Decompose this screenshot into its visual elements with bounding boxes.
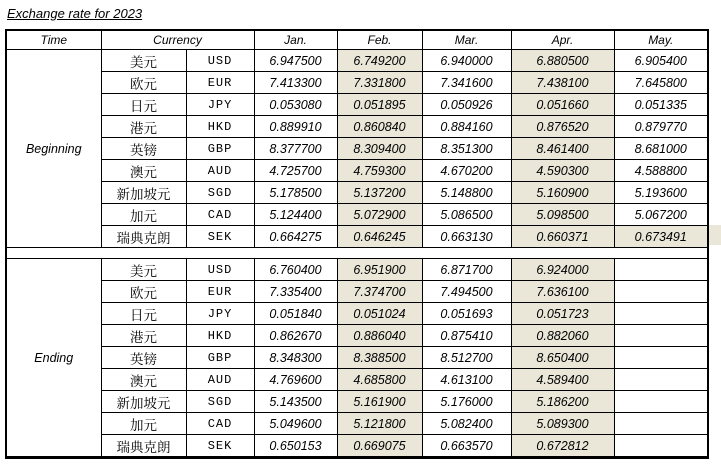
currency-name: 新加坡元 [101, 391, 186, 413]
currency-name: 欧元 [101, 281, 186, 303]
rate-value: 7.335400 [254, 281, 337, 303]
rate-value [614, 303, 708, 325]
header-month-mar: Mar. [422, 30, 511, 50]
currency-name: 港元 [101, 325, 186, 347]
section-label-beginning: Beginning [6, 50, 101, 248]
rate-value [614, 259, 708, 281]
rate-value [614, 369, 708, 391]
table-row [6, 116, 708, 138]
rate-value: 5.143500 [254, 391, 337, 413]
currency-name: 日元 [101, 303, 186, 325]
rate-value: 6.760400 [254, 259, 337, 281]
rate-value: 4.670200 [422, 160, 511, 182]
currency-name: 加元 [101, 413, 186, 435]
rate-value: 5.137200 [337, 182, 422, 204]
currency-code: CAD [186, 413, 254, 435]
rate-value: 4.588800 [614, 160, 708, 182]
rate-value: 0.646245 [337, 226, 422, 248]
rate-value: 0.876520 [511, 116, 614, 138]
rate-value: 8.351300 [422, 138, 511, 160]
table-row [6, 347, 708, 369]
rate-value: 5.121800 [337, 413, 422, 435]
table-row [6, 72, 708, 94]
rate-value [614, 391, 708, 413]
table-row [6, 391, 708, 413]
rate-value: 7.413300 [254, 72, 337, 94]
currency-code: EUR [186, 72, 254, 94]
rate-value: 7.341600 [422, 72, 511, 94]
rate-value: 5.089300 [511, 413, 614, 435]
rate-value: 0.051895 [337, 94, 422, 116]
exchange-rate-table [5, 29, 709, 459]
currency-name: 瑞典克朗 [101, 435, 186, 458]
header-month-feb: Feb. [337, 30, 422, 50]
header-month-may: May. [614, 30, 708, 50]
header-row [6, 30, 708, 50]
rate-value: 7.636100 [511, 281, 614, 303]
currency-code: GBP [186, 347, 254, 369]
rate-value: 6.940000 [422, 50, 511, 72]
rate-value: 7.438100 [511, 72, 614, 94]
rate-value: 4.685800 [337, 369, 422, 391]
currency-code: GBP [186, 138, 254, 160]
rate-value: 0.886040 [337, 325, 422, 347]
rate-value: 0.673491 [614, 226, 708, 248]
rate-value: 5.067200 [614, 204, 708, 226]
rate-value: 0.050926 [422, 94, 511, 116]
rate-value: 6.749200 [337, 50, 422, 72]
rate-value: 6.951900 [337, 259, 422, 281]
currency-code: SEK [186, 226, 254, 248]
rate-value: 0.650153 [254, 435, 337, 458]
rate-value: 0.660371 [511, 226, 614, 248]
rate-value: 8.377700 [254, 138, 337, 160]
rate-value: 5.082400 [422, 413, 511, 435]
rate-value: 4.759300 [337, 160, 422, 182]
currency-name: 澳元 [101, 369, 186, 391]
currency-name: 美元 [101, 50, 186, 72]
rate-value: 0.884160 [422, 116, 511, 138]
rate-value: 4.590300 [511, 160, 614, 182]
header-time: Time [6, 30, 101, 50]
rate-value: 5.186200 [511, 391, 614, 413]
rate-value: 7.494500 [422, 281, 511, 303]
rate-value [614, 413, 708, 435]
section-label-ending: Ending [6, 259, 101, 458]
rate-value: 5.072900 [337, 204, 422, 226]
currency-code: JPY [186, 303, 254, 325]
highlight-overflow-patch [709, 225, 721, 245]
rate-value: 6.871700 [422, 259, 511, 281]
rate-value: 5.178500 [254, 182, 337, 204]
rate-value: 4.769600 [254, 369, 337, 391]
currency-name: 欧元 [101, 72, 186, 94]
rate-value: 5.161900 [337, 391, 422, 413]
rate-value: 0.051660 [511, 94, 614, 116]
currency-name: 美元 [101, 259, 186, 281]
rate-value [614, 281, 708, 303]
table-row [6, 259, 708, 281]
rate-value: 6.947500 [254, 50, 337, 72]
table-row [6, 303, 708, 325]
rate-value: 0.875410 [422, 325, 511, 347]
rate-value: 8.681000 [614, 138, 708, 160]
section-separator [6, 248, 708, 259]
table-row [6, 226, 708, 248]
rate-value: 5.086500 [422, 204, 511, 226]
page-title: Exchange rate for 2023 [7, 6, 143, 21]
table-row [6, 160, 708, 182]
rate-value: 0.051723 [511, 303, 614, 325]
currency-code: HKD [186, 116, 254, 138]
currency-code: JPY [186, 94, 254, 116]
rate-value: 5.148800 [422, 182, 511, 204]
rate-value: 7.645800 [614, 72, 708, 94]
rate-value: 0.860840 [337, 116, 422, 138]
rate-value: 0.879770 [614, 116, 708, 138]
currency-name: 瑞典克朗 [101, 226, 186, 248]
currency-code: SGD [186, 391, 254, 413]
rate-value: 0.051693 [422, 303, 511, 325]
rate-value: 0.051840 [254, 303, 337, 325]
rate-value: 6.880500 [511, 50, 614, 72]
currency-code: CAD [186, 204, 254, 226]
header-month-apr: Apr. [511, 30, 614, 50]
currency-name: 加元 [101, 204, 186, 226]
table-row [6, 138, 708, 160]
rate-value: 0.053080 [254, 94, 337, 116]
currency-code: USD [186, 50, 254, 72]
rate-value: 0.882060 [511, 325, 614, 347]
rate-value: 5.176000 [422, 391, 511, 413]
rate-value: 8.512700 [422, 347, 511, 369]
rate-value: 5.124400 [254, 204, 337, 226]
rate-value: 5.160900 [511, 182, 614, 204]
rate-value: 0.663570 [422, 435, 511, 458]
rate-value: 4.589400 [511, 369, 614, 391]
rate-value: 0.664275 [254, 226, 337, 248]
rate-value: 0.889910 [254, 116, 337, 138]
rate-value: 8.461400 [511, 138, 614, 160]
rate-value: 0.862670 [254, 325, 337, 347]
currency-name: 英镑 [101, 347, 186, 369]
rate-value: 5.098500 [511, 204, 614, 226]
rate-value: 8.309400 [337, 138, 422, 160]
currency-code: SEK [186, 435, 254, 458]
rate-value [614, 325, 708, 347]
rate-value: 8.388500 [337, 347, 422, 369]
table-row [6, 413, 708, 435]
table-row [6, 325, 708, 347]
currency-code: SGD [186, 182, 254, 204]
currency-code: AUD [186, 369, 254, 391]
rate-value: 0.051335 [614, 94, 708, 116]
table-row [6, 94, 708, 116]
table-row [6, 204, 708, 226]
table-row [6, 182, 708, 204]
rate-value: 6.905400 [614, 50, 708, 72]
currency-code: HKD [186, 325, 254, 347]
currency-name: 英镑 [101, 138, 186, 160]
rate-value: 8.650400 [511, 347, 614, 369]
rate-value: 0.051024 [337, 303, 422, 325]
currency-name: 新加坡元 [101, 182, 186, 204]
currency-code: AUD [186, 160, 254, 182]
rate-value: 0.672812 [511, 435, 614, 458]
table-row [6, 435, 708, 458]
header-currency: Currency [101, 30, 254, 50]
table-body [6, 50, 708, 458]
rate-value: 0.669075 [337, 435, 422, 458]
rate-value: 7.374700 [337, 281, 422, 303]
rate-value [614, 347, 708, 369]
currency-code: USD [186, 259, 254, 281]
currency-name: 澳元 [101, 160, 186, 182]
header-month-jan: Jan. [254, 30, 337, 50]
table-row [6, 281, 708, 303]
rate-value: 4.613100 [422, 369, 511, 391]
table-row [6, 369, 708, 391]
rate-value: 6.924000 [511, 259, 614, 281]
rate-value: 5.049600 [254, 413, 337, 435]
rate-value: 5.193600 [614, 182, 708, 204]
table-row [6, 50, 708, 72]
currency-code: EUR [186, 281, 254, 303]
rate-value: 7.331800 [337, 72, 422, 94]
currency-name: 港元 [101, 116, 186, 138]
rate-value: 0.663130 [422, 226, 511, 248]
rate-value: 8.348300 [254, 347, 337, 369]
currency-name: 日元 [101, 94, 186, 116]
rate-value: 4.725700 [254, 160, 337, 182]
rate-value [614, 435, 708, 458]
